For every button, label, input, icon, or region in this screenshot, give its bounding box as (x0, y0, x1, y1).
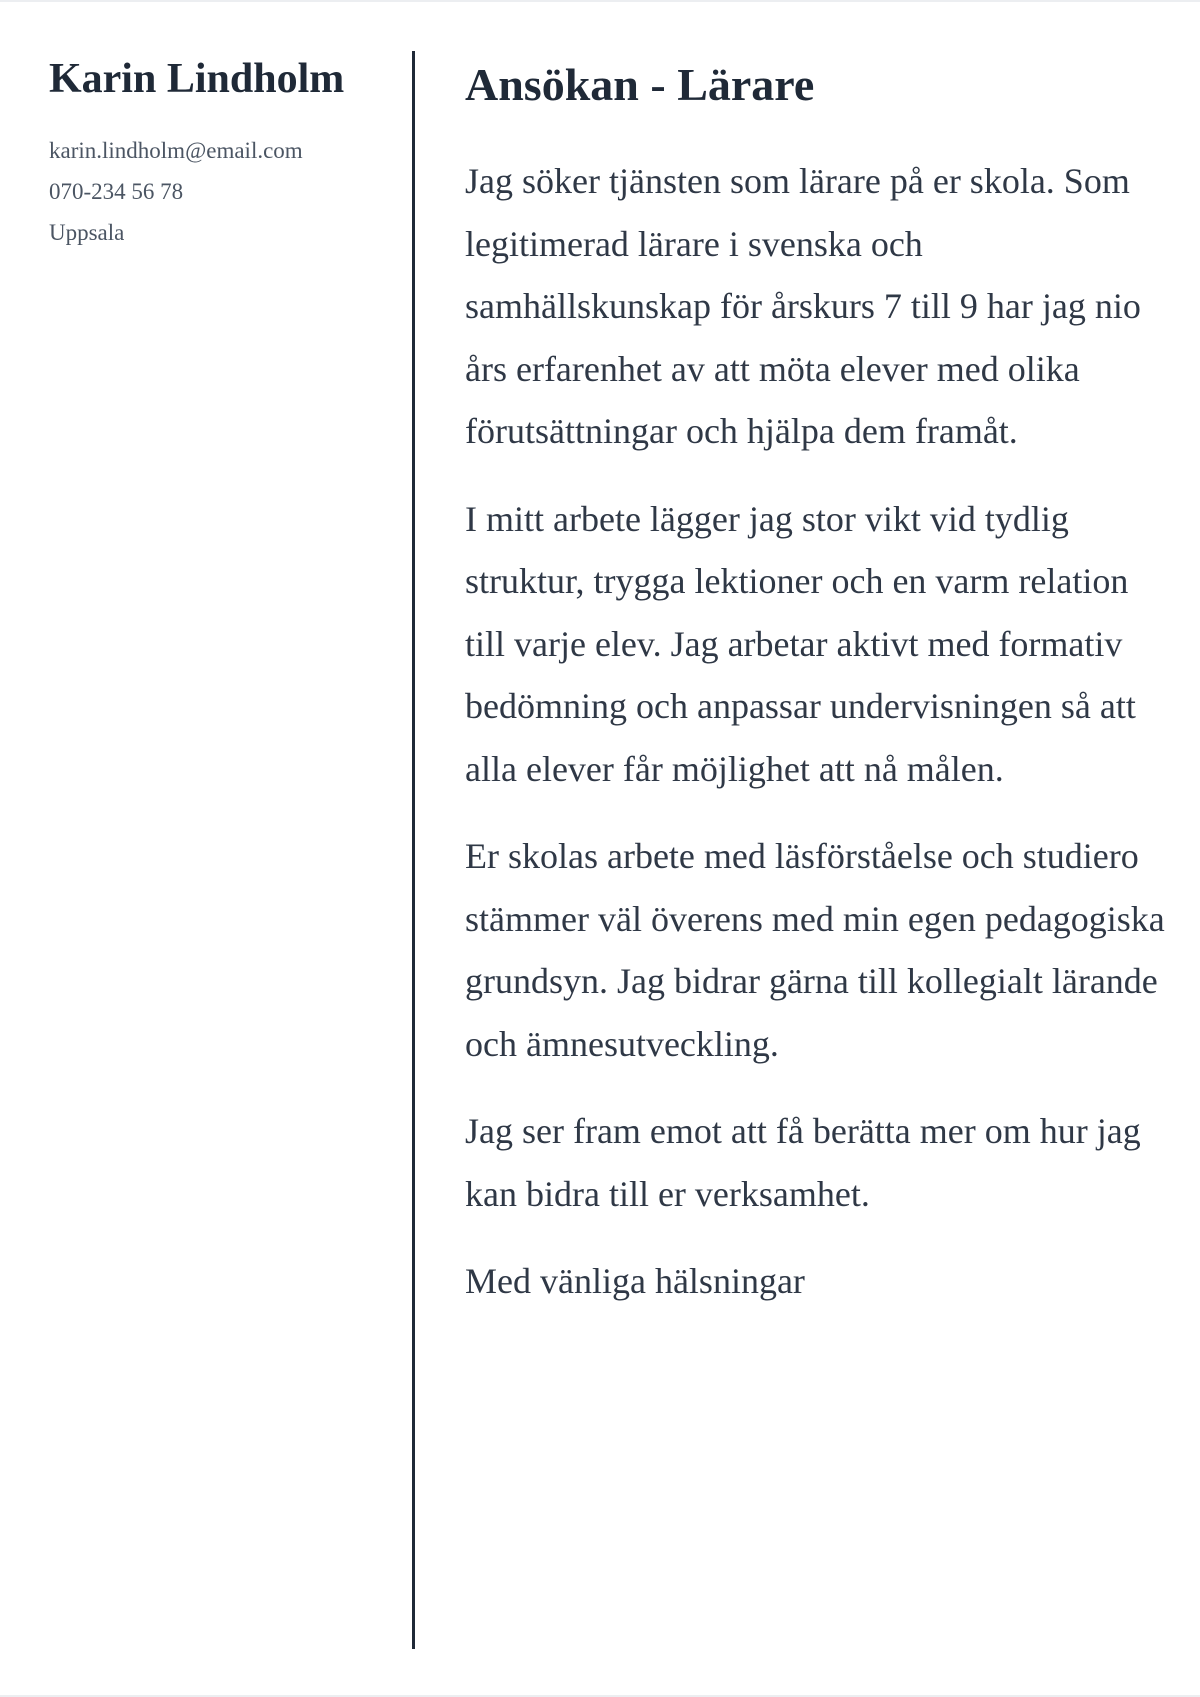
contact-city: Uppsala (49, 220, 125, 245)
contact-details (49, 130, 389, 253)
letter-body (465, 58, 1165, 1312)
sender-sidebar (49, 54, 389, 253)
letter-paragraph: I mitt arbete lägger jag stor vikt vid tydlig struktur, trygga lektioner och en varm relation till varje elev. Jag arbetar aktivt med formativ bedömning och anpassar undervisningen så att alla elever får möjlighet att nå målen. (465, 498, 1136, 789)
letter-paragraph: Er skolas arbete med läsförståelse och studiero stämmer väl överens med min egen pedagogiska grundsyn. Jag bidrar gärna till kollegialt lärande och ämnesutveckling. (465, 836, 1165, 1064)
contact-phone: 070-234 56 78 (49, 179, 184, 204)
column-divider (412, 51, 415, 1649)
letter-title: Ansökan - Lärare (465, 59, 815, 110)
contact-email: karin.lindholm@email.com (49, 138, 303, 163)
letter-paragraph: Jag söker tjänsten som lärare på er skola. Som legitimerad lärare i svenska och samhällskunskap för årskurs 7 till 9 har jag nio års erfarenhet av att möta elever med olika förutsättningar och hjälpa dem framåt. (465, 161, 1141, 451)
letter-text (465, 150, 1165, 1312)
letter-closing: Med vänliga hälsningar (465, 1261, 805, 1301)
letter-paragraph: Jag ser fram emot att få berätta mer om hur jag kan bidra till er verksamhet. (465, 1111, 1141, 1214)
sender-name: Karin Lindholm (49, 56, 345, 102)
